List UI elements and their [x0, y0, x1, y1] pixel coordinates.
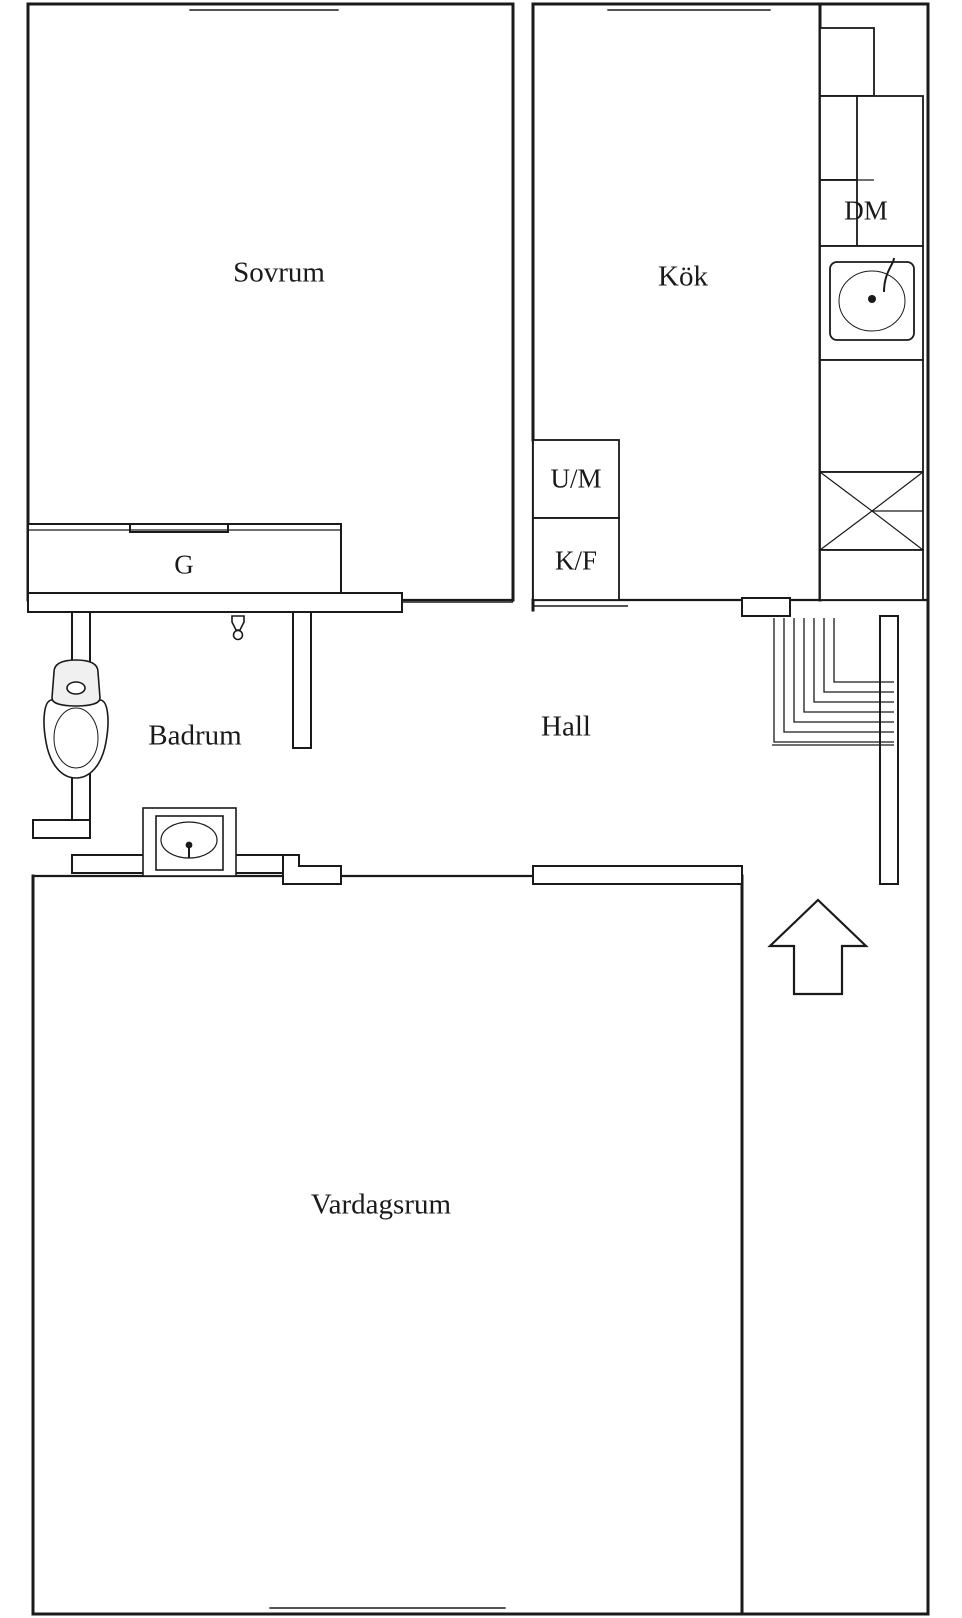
wall-hall-right [742, 598, 790, 616]
room-outline-hall [533, 600, 745, 876]
washer-dryer-unit [533, 440, 619, 518]
fixture-label-kyl-frys: K/F [554, 545, 598, 576]
detail-lines [28, 96, 874, 900]
fixture-label-garderob: G [174, 549, 194, 580]
dishwasher-unit [857, 96, 923, 246]
cabinet-lower [820, 550, 923, 600]
room-label-kok: Kök [658, 260, 708, 293]
kitchen-units [533, 28, 923, 600]
room-label-sovrum: Sovrum [233, 256, 325, 289]
fixture-label-tvatt-tork: U/M [550, 463, 602, 494]
wall-badrum-lower-step [33, 820, 90, 838]
counter-run [820, 360, 923, 472]
toilet-flush-button [67, 682, 85, 694]
room-label-badrum: Badrum [148, 719, 242, 752]
room-label-hall: Hall [541, 710, 591, 743]
hall-stair-lines [772, 618, 894, 745]
room-outline-sovrum [28, 4, 513, 600]
wall-sovrum-badrum [28, 593, 402, 612]
wall-hall-vardagsrum [533, 866, 742, 884]
room-label-vardagsrum: Vardagsrum [310, 1188, 452, 1221]
door-openings [402, 602, 628, 606]
sink-drain [868, 295, 876, 303]
fixture-label-diskmaskin: DM [844, 195, 888, 226]
entrance-arrow [770, 900, 866, 994]
room-outline-vardagsrum [33, 876, 742, 1614]
floor-drain [234, 631, 243, 640]
wall-badrum-bottom-2 [283, 855, 341, 884]
wall-hall-right-vertical [880, 616, 898, 884]
cabinet-upper-1 [820, 28, 874, 96]
wall-badrum-right [293, 612, 311, 748]
shower-fixture [232, 616, 244, 630]
closet-g-body [28, 524, 341, 593]
fridge-freezer-unit [533, 518, 619, 600]
